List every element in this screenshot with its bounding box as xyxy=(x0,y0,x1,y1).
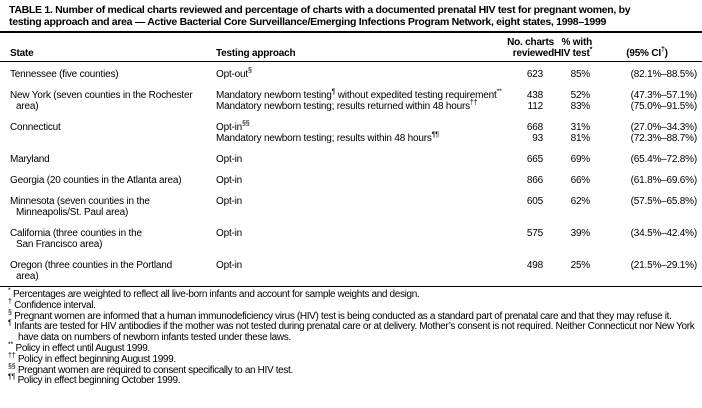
footnote-marker: †† xyxy=(8,352,16,360)
table-title xyxy=(0,0,702,33)
footnote-text: Policy in effect until August 1999. xyxy=(15,342,150,354)
charts-reviewed-value: 866 xyxy=(526,175,543,186)
table-title-line2: testing approach and area — Active Bacterial Core Surveillance/Emerging Infections Program Network, eight states, 1998–1999 xyxy=(9,15,607,28)
footnote-text: Pregnant women are informed that a human immunodeficiency virus (HIV) test is being conducted as a standard part of prenatal care and that they may refuse it. xyxy=(14,310,672,322)
charts-reviewed-value: 665 xyxy=(526,154,543,165)
footnote-text: Pregnant women are required to consent specifically to an HIV test. xyxy=(17,364,293,376)
footnote-marker: † xyxy=(8,298,12,306)
charts-reviewed-value: 605 xyxy=(526,196,543,207)
testing-approach: Opt-in§§ xyxy=(216,120,250,133)
ci-value: (21.5%–29.1%) xyxy=(630,260,697,271)
pct-hiv-test-value: 52% xyxy=(570,90,590,101)
state-name-continued: area) xyxy=(16,101,39,112)
column-header-ci: (95% CI†) xyxy=(626,46,668,59)
ci-value: (61.8%–69.6%) xyxy=(630,175,697,186)
footnote-marker: § xyxy=(8,309,12,317)
testing-approach: Mandatory newborn testing; results returned within 48 hours†† xyxy=(216,99,478,112)
pct-hiv-test-value: 39% xyxy=(570,228,590,239)
testing-approach: Opt-in xyxy=(216,196,243,207)
table-body xyxy=(0,69,702,282)
table-row-new-york xyxy=(0,90,702,112)
state-name: Georgia (20 counties in the Atlanta area) xyxy=(10,175,182,186)
ci-value: (72.3%–88.7%) xyxy=(630,133,697,144)
ci-value: (82.1%–88.5%) xyxy=(630,69,697,80)
pct-hiv-test-value: 25% xyxy=(570,260,590,271)
charts-reviewed-value: 93 xyxy=(532,133,543,144)
testing-approach: Opt-in xyxy=(216,154,243,165)
pct-hiv-test-value: 31% xyxy=(570,122,590,133)
table-row-minnesota xyxy=(0,196,702,218)
testing-approach: Opt-out§ xyxy=(216,67,252,80)
footnote-marker: ¶¶ xyxy=(8,374,16,382)
state-name: Minnesota (seven counties in the xyxy=(10,196,150,207)
footnotes-section xyxy=(0,287,702,387)
ci-value: (65.4%–72.8%) xyxy=(630,154,697,165)
testing-approach: Mandatory newborn testing; results within 48 hours¶¶ xyxy=(216,131,439,144)
state-name-continued: Minneapolis/St. Paul area) xyxy=(16,207,129,218)
table-header-row xyxy=(0,33,702,62)
charts-reviewed-value: 438 xyxy=(526,90,543,101)
testing-approach: Opt-in xyxy=(216,175,243,186)
testing-approach: Opt-in xyxy=(216,260,243,271)
table-row-connecticut xyxy=(0,122,702,144)
table-row-oregon xyxy=(0,260,702,282)
pct-hiv-test-value: 85% xyxy=(570,69,590,80)
testing-approach: Mandatory newborn testing¶ without expedited testing requirement** xyxy=(216,88,502,101)
table-title-line1: TABLE 1. Number of medical charts reviewed and percentage of charts with a documented prenatal HIV test for pregnant women, by xyxy=(9,4,631,16)
state-name: New York (seven counties in the Rochester xyxy=(10,90,193,101)
state-name: Tennessee (five counties) xyxy=(10,69,119,80)
ci-value: (27.0%–34.3%) xyxy=(630,122,697,133)
column-header-state: State xyxy=(10,48,34,59)
footnote-marker: ** xyxy=(8,341,14,349)
table-row-georgia xyxy=(0,175,702,186)
ci-value: (75.0%–91.5%) xyxy=(630,101,697,112)
pct-hiv-test-value: 81% xyxy=(570,133,590,144)
charts-reviewed-value: 623 xyxy=(526,69,543,80)
state-name: Oregon (three counties in the Portland xyxy=(10,260,172,271)
footnote-text: Infants are tested for HIV antibodies if the mother was not tested during prenatal care or at delivery. Mother’s consent is not required. Neither Connecticut nor New York have data on numbers of newborn infants tested under these laws. xyxy=(14,321,695,344)
footnote-text: Confidence interval. xyxy=(14,299,96,311)
charts-reviewed-value: 112 xyxy=(527,101,543,112)
pct-hiv-test-value: 83% xyxy=(570,101,590,112)
column-header-testing-approach: Testing approach xyxy=(216,48,296,59)
state-name: Connecticut xyxy=(10,122,61,133)
footnote-marker: * xyxy=(8,287,11,295)
pct-hiv-test-value: 69% xyxy=(570,154,590,165)
footnote-ref-asterisk: * xyxy=(589,46,593,54)
footnote xyxy=(4,376,698,387)
footnote-ref-dagger: † xyxy=(660,46,665,54)
state-name: California (three counties in the xyxy=(10,228,142,239)
table-row-california xyxy=(0,228,702,250)
footnote-text: Percentages are weighted to reflect all live-born infants and account for sample weights and design. xyxy=(12,289,420,300)
footnote xyxy=(4,322,698,344)
footnote-marker: ¶ xyxy=(8,320,12,328)
charts-reviewed-value: 668 xyxy=(526,122,543,133)
table-row-maryland xyxy=(0,154,702,165)
pct-hiv-test-value: 62% xyxy=(570,196,590,207)
charts-reviewed-value: 498 xyxy=(526,260,543,271)
ci-value: (34.5%–42.4%) xyxy=(630,228,697,239)
footnote-text: Policy in effect beginning August 1999. xyxy=(17,353,176,365)
footnote-marker: §§ xyxy=(8,363,16,371)
state-name: Maryland xyxy=(10,154,50,165)
charts-reviewed-value: 575 xyxy=(526,228,543,239)
state-name-continued: San Francisco area) xyxy=(16,239,103,250)
state-name-continued: area) xyxy=(16,271,39,282)
table-row-tennessee xyxy=(0,69,702,80)
ci-value: (57.5%–65.8%) xyxy=(630,196,697,207)
column-header-charts-reviewed: No. charts reviewed xyxy=(507,37,554,59)
pct-hiv-test-value: 66% xyxy=(570,175,590,186)
column-header-pct-hiv-test: % with HIV test* xyxy=(554,37,593,59)
footnote xyxy=(4,287,698,301)
testing-approach: Opt-in xyxy=(216,228,243,239)
footnote-text: Policy in effect beginning October 1999. xyxy=(17,375,181,387)
ci-value: (47.3%–57.1%) xyxy=(630,90,697,101)
